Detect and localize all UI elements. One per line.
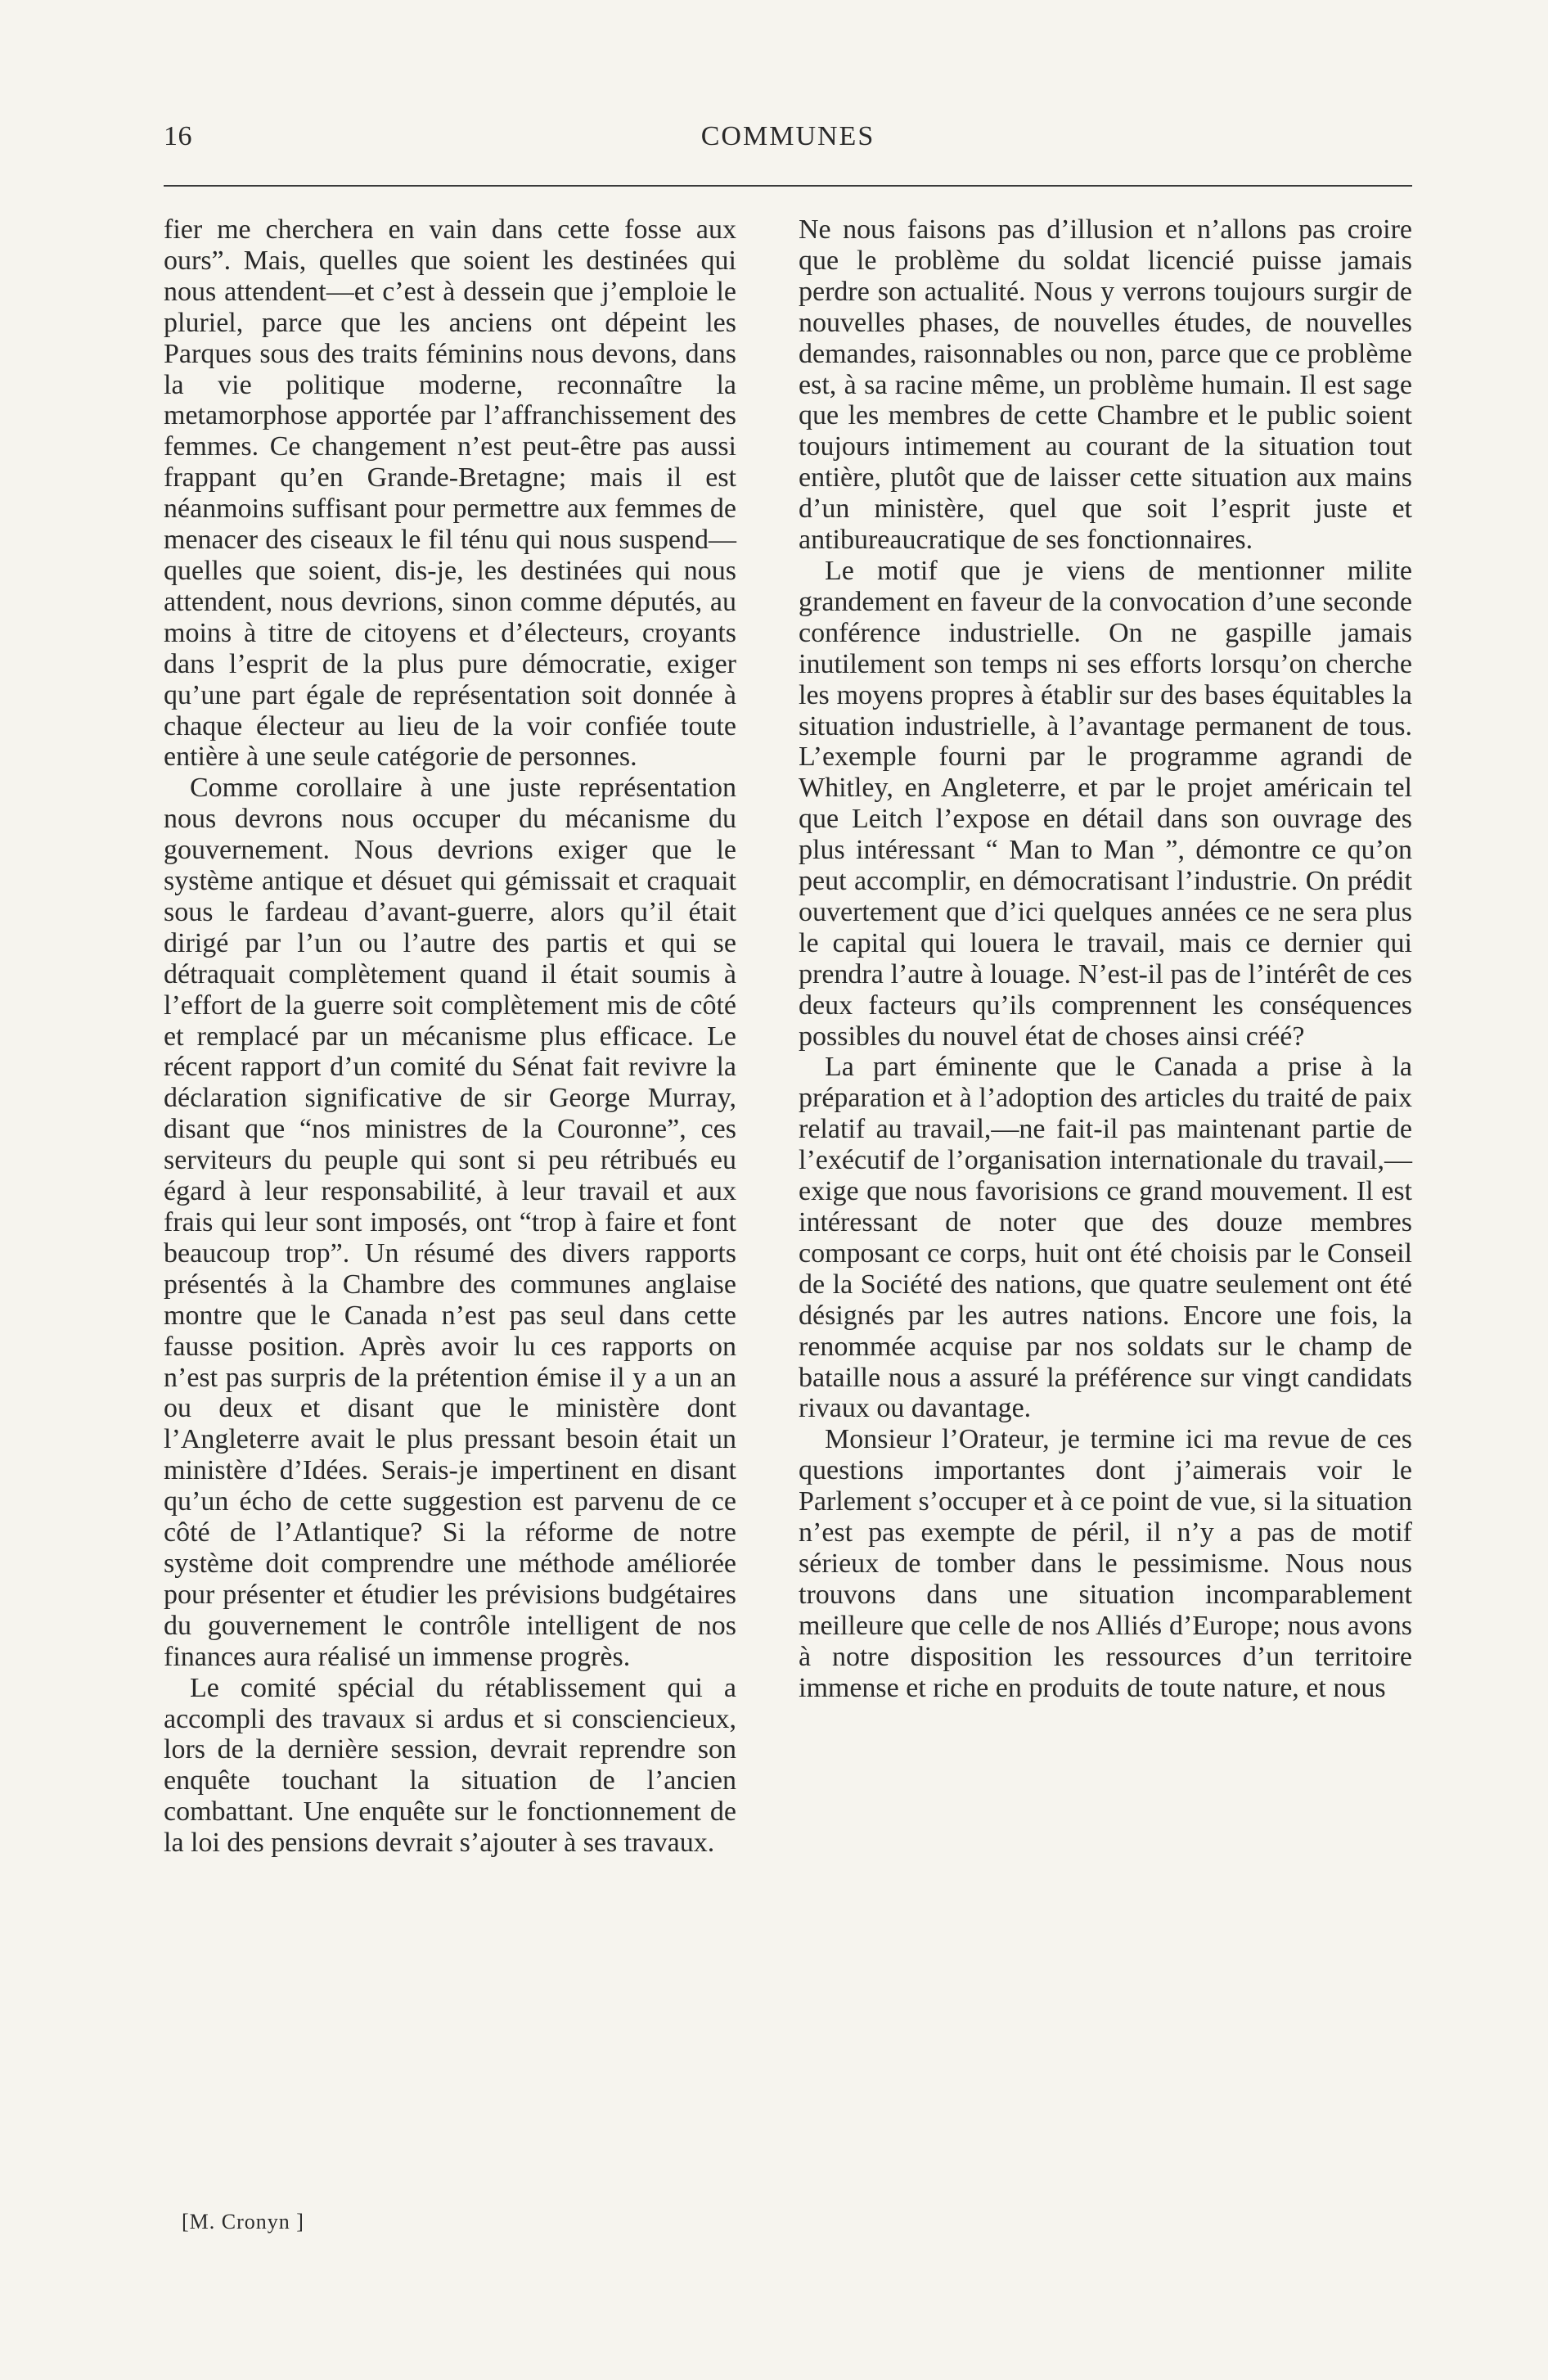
running-title: COMMUNES (700, 121, 875, 151)
page-header (164, 121, 1412, 170)
paragraph: Le comité spécial du rétablissement qui a accompli des travaux si ardus et si consciencieux, lors de la dernière session, devrait reprendre son enquête touchant la situation de l’ancien combattant. Une enquête sur le fonctionnement de la loi des pensions devrait s’ajouter à ses travaux. (164, 1672, 736, 1859)
paragraph: La part éminente que le Canada a prise à la préparation et à l’adoption des articles du traité de paix relatif au travail,—ne fait-il pas maintenant partie de l’exécutif de l’organisation internationale du travail,—exige que nous favorisions ce grand mouvement. Il est intéressant de noter que des douze membres composant ce corps, huit ont été choisis par le Conseil de la Société des nations, que quatre seulement ont été désignés par les autres nations. Encore une fois, la renommée acquise par nos soldats sur le champ de bataille nous a assuré la préférence sur vingt candidats rivaux ou davantage. (799, 1052, 1412, 1424)
paragraph: Monsieur l’Orateur, je termine ici ma revue de ces questions importantes dont j’aimerais voir le Parlement s’occuper et à ce point de vue, si la situation n’est pas exempte de péril, il n’y a pas de motif sérieux de tomber dans le pessimisme. Nous nous trouvons dans une situation incomparablement meilleure que celle de nos Alliés d’Europe; nous avons à notre disposition les ressources d’un territoire immense et riche en produits de toute nature, et nous (799, 1424, 1412, 1703)
paragraph: fier me cherchera en vain dans cette fosse aux ours”. Mais, quelles que soient les destinées qui nous attendent—et c’est à dessein que j’emploie le pluriel, parce que les anciens ont dépeint les Parques sous des traits féminins nous devons, dans la vie politique moderne, reconnaître la metamorphose apportée par l’affranchissement des femmes. Ce changement n’est peut-être pas aussi frappant qu’en Grande-Bretagne; mais il est néanmoins suffisant pour permettre aux femmes de menacer des ciseaux le fil ténu qui nous suspend—quelles que soient, dis-je, les destinées qui nous attendent, nous devrions, sinon comme députés, au moins à titre de citoyens et d’électeurs, croyants dans l’esprit de la plus pure démocratie, exiger qu’une part égale de représentation soit donnée à chaque électeur au lieu de la voir confiée toute entière à une seule catégorie de personnes. (164, 214, 736, 773)
left-column (164, 214, 736, 1859)
paragraph: Comme corollaire à une juste représentation nous devrons nous occuper du mécanisme du gouvernement. Nous devrions exiger que le système antique et désuet qui gémissait et craquait sous le fardeau d’avant-guerre, alors qu’il était dirigé par l’un ou l’autre des partis et qui se détraquait complètement quand il était soumis à l’effort de la guerre soit complètement mis de côté et remplacé par un mécanisme plus efficace. Le récent rapport d’un comité du Sénat fait revivre la déclaration significative de sir George Murray, disant que “nos ministres de la Couronne”, ces serviteurs du peuple qui sont si peu rétribués eu égard à leur responsabilité, à leur travail et aux frais qui leur sont imposés, ont “trop à faire et font beaucoup trop”. Un résumé des divers rapports présentés à la Chambre des communes anglaise montre que le Canada n’est pas seul dans cette fausse position. Après avoir lu ces rapports on n’est pas surpris de la prétention émise il y a un an ou deux et disant que le ministère dont l’Angleterre avait le plus pressant besoin était un ministère d’Idées. Serais-je impertinent en disant qu’un écho de cette suggestion est parvenu de ce côté de l’Atlantique? Si la réforme de notre système doit comprendre une méthode améliorée pour présenter et étudier les prévisions budgétaires du gouvernement le contrôle intelligent de nos finances aura réalisé un immense progrès. (164, 773, 736, 1672)
header-rule (164, 185, 1412, 187)
page-number: 16 (164, 121, 192, 151)
paragraph: Ne nous faisons pas d’illusion et n’allons pas croire que le problème du soldat licencié puisse jamais perdre son actualité. Nous y verrons toujours surgir de nouvelles phases, de nouvelles études, de nouvelles demandes, raisonnables ou non, parce que ce problème est, à sa racine même, un problème humain. Il est sage que les membres de cette Chambre et le public soient toujours intimement au courant de la situation tout entière, plutôt que de laisser cette situation aux mains d’un ministère, quel que soit l’esprit juste et antibureaucratique de ses fonctionnaires. (799, 214, 1412, 556)
speaker-note: [M. Cronyn ] (182, 2210, 304, 2234)
paragraph: Le motif que je viens de mentionner milite grandement en faveur de la convocation d’une seconde conférence industrielle. On ne gaspille jamais inutilement son temps ni ses efforts lorsqu’on cherche les moyens propres à établir sur des bases équitables la situation industrielle, à l’avantage permanent de tous. L’exemple fourni par le programme agrandi de Whitley, en Angleterre, et par le projet américain tel que Leitch l’expose en détail dans son ouvrage des plus intéressant “ Man to Man ”, démontre ce qu’on peut accomplir, en démocratisant l’industrie. On prédit ouvertement que d’ici quelques années ce ne sera plus le capital qui louera le travail, mais ce dernier qui prendra l’autre à louage. N’est-il pas de l’intérêt de ces deux facteurs qu’ils comprennent les conséquences possibles du nouvel état de choses ainsi créé? (799, 555, 1412, 1052)
right-column (799, 214, 1412, 1704)
